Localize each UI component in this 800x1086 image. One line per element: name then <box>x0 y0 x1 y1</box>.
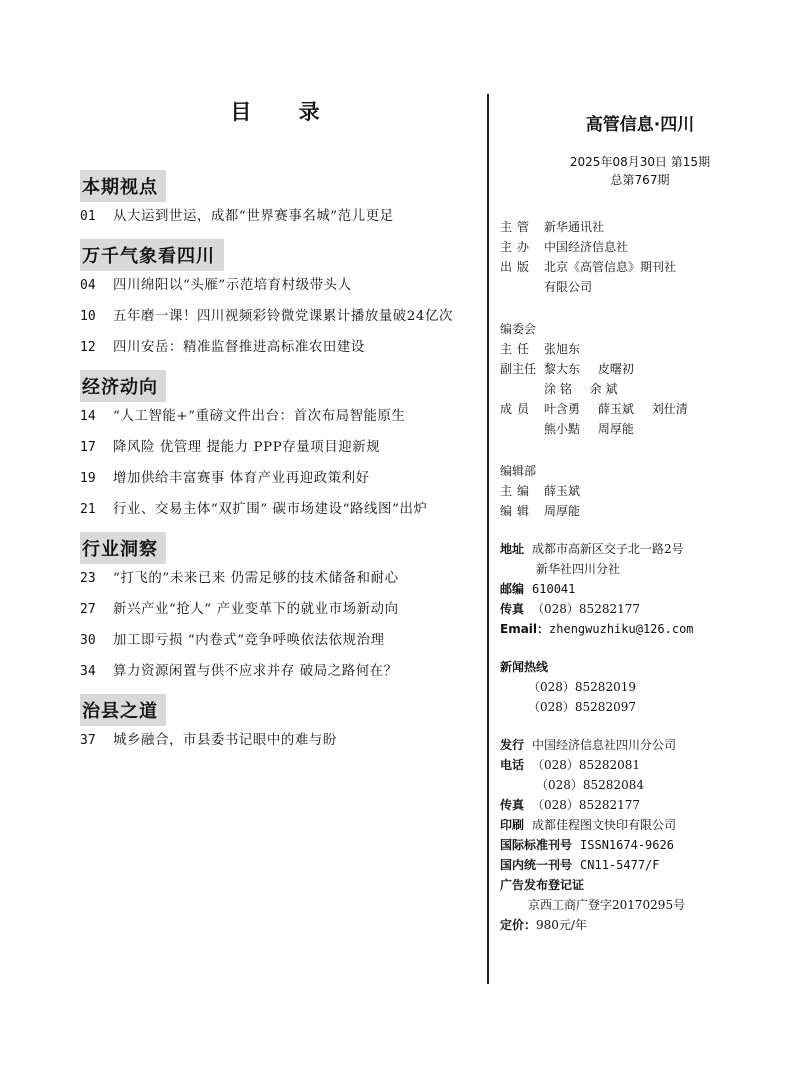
issn-label: 国际标准刊号 <box>500 838 573 852</box>
editor-row <box>500 501 780 521</box>
toc-page-number: 12 <box>80 340 96 355</box>
hotline-heading: 新闻热线 <box>500 660 549 674</box>
price-label: 定价： <box>500 918 537 932</box>
toc-page-number: 30 <box>80 633 96 648</box>
org-value: 北京《高管信息》期刊社 <box>544 260 677 274</box>
org-value: 中国经济信息社 <box>544 240 629 254</box>
zip-value: 610041 <box>532 582 576 596</box>
board-members-row <box>500 419 780 439</box>
cn-row <box>500 855 780 875</box>
toc-item[interactable] <box>80 308 470 325</box>
issue-date: 2025年08月30日 第15期 <box>569 155 711 169</box>
toc-article-title: 行业、交易主体“双扩围” 碳市场建设“路线图”出炉 <box>113 502 428 517</box>
toc-article-title: 五年磨一课！四川视频彩铃微党课累计播放量破24亿次 <box>113 309 454 324</box>
email-row <box>500 619 780 639</box>
address-label: 地址 <box>500 542 525 556</box>
address-value: 成都市高新区交子北一路2号 <box>532 542 684 556</box>
email-value[interactable]: zhengwuzhiku@126.com <box>549 622 694 636</box>
editor-chief-name: 薛玉斌 <box>544 484 581 498</box>
board-members-row <box>500 399 780 419</box>
printer-label: 印刷 <box>500 818 525 832</box>
board-chief-label: 主任 <box>500 342 535 356</box>
toc-item[interactable] <box>80 732 470 749</box>
board-vice-name: 黎大东 <box>544 362 581 376</box>
address-row <box>500 539 780 559</box>
hotline-number: （028）85282097 <box>528 700 636 714</box>
board-member-name: 刘仕清 <box>651 402 688 416</box>
toc-section <box>80 370 470 518</box>
fax-value: （028）85282177 <box>532 602 640 616</box>
toc-page-number: 23 <box>80 571 96 586</box>
toc-item[interactable] <box>80 208 470 225</box>
hotline-number: （028）85282019 <box>528 680 636 694</box>
cn-value: CN11-5477/F <box>580 858 660 872</box>
toc-page-number: 37 <box>80 733 96 748</box>
toc-item[interactable] <box>80 339 470 356</box>
org-label: 主管 <box>500 220 535 234</box>
board-member-name: 熊小黠 <box>544 422 581 436</box>
toc-article-title: “人工智能+”重磅文件出台：首次布局智能原生 <box>113 409 406 424</box>
toc-section <box>80 170 470 225</box>
section-heading: 万千气象看四川 <box>80 239 224 271</box>
publisher-row <box>500 735 780 755</box>
phone-value: （028）85282081 <box>532 758 640 772</box>
column-divider <box>487 94 489 984</box>
org-label: 主办 <box>500 240 535 254</box>
table-of-contents <box>80 96 470 763</box>
toc-article-title: 算力资源闲置与供不应求并存 破局之路何在？ <box>113 664 398 679</box>
toc-page-number: 01 <box>80 209 96 224</box>
toc-page-number: 14 <box>80 409 96 424</box>
zip-label: 邮编 <box>500 582 525 596</box>
org-row <box>500 237 780 257</box>
toc-page-number: 17 <box>80 440 96 455</box>
editor-chief-row <box>500 481 780 501</box>
email-label: Email： <box>500 622 550 636</box>
toc-page-number: 10 <box>80 309 96 324</box>
fax2-value: （028）85282177 <box>532 798 640 812</box>
toc-item[interactable] <box>80 277 470 294</box>
board-member-name: 周厚能 <box>597 422 634 436</box>
fax-label: 传真 <box>500 602 525 616</box>
toc-article-title: 城乡融合，市县委书记眼中的难与盼 <box>113 733 337 748</box>
issue-total: 总第767期 <box>610 173 670 187</box>
toc-page-number: 21 <box>80 502 96 517</box>
section-heading: 本期视点 <box>80 170 166 202</box>
toc-item[interactable] <box>80 601 470 618</box>
section-heading: 治县之道 <box>80 694 166 726</box>
toc-article-title: 增加供给丰富赛事 体育产业再迎政策利好 <box>113 471 370 486</box>
toc-item[interactable] <box>80 439 470 456</box>
phone-label: 电话 <box>500 758 525 772</box>
board-chief-name: 张旭东 <box>544 342 581 356</box>
toc-page-number: 27 <box>80 602 96 617</box>
toc-item[interactable] <box>80 501 470 518</box>
fax-row <box>500 599 780 619</box>
toc-article-title: 降风险 优管理 提能力 PPP存量项目迎新规 <box>113 440 381 455</box>
ad-license-heading: 广告发布登记证 <box>500 878 585 892</box>
toc-article-title: 四川安岳：精准监督推进高标准农田建设 <box>113 340 365 355</box>
toc-section <box>80 239 470 356</box>
toc-article-title: 新兴产业“抢人” 产业变革下的就业市场新动向 <box>113 602 399 617</box>
org-value-cont: 有限公司 <box>544 280 593 294</box>
toc-article-title: “打飞的”未来已来 仍需足够的技术储备和耐心 <box>113 571 399 586</box>
board-members-label: 成员 <box>500 402 535 416</box>
toc-item[interactable] <box>80 470 470 487</box>
toc-item[interactable] <box>80 408 470 425</box>
editor-label: 编辑 <box>500 504 535 518</box>
editor-chief-label: 主编 <box>500 484 535 498</box>
price-value: 980元/年 <box>536 918 587 932</box>
toc-item[interactable] <box>80 632 470 649</box>
toc-page-number: 04 <box>80 278 96 293</box>
org-row <box>500 257 780 277</box>
issn-value: ISSN1674-9626 <box>580 838 674 852</box>
price-row <box>500 915 780 935</box>
publisher-label: 发行 <box>500 738 525 752</box>
org-value: 新华通讯社 <box>544 220 605 234</box>
phone-row <box>500 755 780 775</box>
board-vice-label: 副主任 <box>500 362 537 376</box>
printer-value: 成都佳程图文快印有限公司 <box>532 818 677 832</box>
toc-title: 目 录 <box>230 99 340 124</box>
board-heading: 编委会 <box>500 322 537 336</box>
masthead <box>500 110 780 935</box>
fax2-row <box>500 795 780 815</box>
publication-title: 高管信息·四川 <box>585 115 695 135</box>
toc-article-title: 从大运到世运，成都“世界赛事名城”范儿更足 <box>113 209 394 224</box>
org-row <box>500 217 780 237</box>
zip-row <box>500 579 780 599</box>
section-heading: 经济动向 <box>80 370 166 402</box>
org-row-cont <box>500 277 780 297</box>
toc-article-title: 四川绵阳以“头雁”示范培育村级带头人 <box>113 278 352 293</box>
board-vice-name: 皮曙初 <box>597 362 634 376</box>
org-label: 出版 <box>500 260 535 274</box>
printer-row <box>500 815 780 835</box>
toc-item[interactable] <box>80 570 470 587</box>
toc-item[interactable] <box>80 663 470 680</box>
issn-row <box>500 835 780 855</box>
address-value-cont: 新华社四川分社 <box>536 562 621 576</box>
toc-page-number: 19 <box>80 471 96 486</box>
board-vice-name: 余 斌 <box>589 382 618 396</box>
phone-value-cont: （028）85282084 <box>536 778 644 792</box>
board-vice-row <box>500 359 780 379</box>
board-vice-name: 涂 铭 <box>544 382 572 396</box>
fax2-label: 传真 <box>500 798 525 812</box>
section-heading: 行业洞察 <box>80 532 166 564</box>
board-vice-row <box>500 379 780 399</box>
toc-article-title: 加工即亏损 “内卷式”竞争呼唤依法依规治理 <box>113 633 385 648</box>
board-member-name: 薛玉斌 <box>597 402 634 416</box>
publisher-value: 中国经济信息社四川分公司 <box>532 738 677 752</box>
ad-license-value: 京西工商广登字20170295号 <box>528 898 686 912</box>
toc-section <box>80 694 470 749</box>
toc-section <box>80 532 470 680</box>
cn-label: 国内统一刊号 <box>500 858 573 872</box>
editor-name: 周厚能 <box>544 504 581 518</box>
board-member-name: 叶含勇 <box>544 402 581 416</box>
toc-page-number: 34 <box>80 664 96 679</box>
board-chief-row <box>500 339 780 359</box>
editorial-heading: 编辑部 <box>500 464 537 478</box>
